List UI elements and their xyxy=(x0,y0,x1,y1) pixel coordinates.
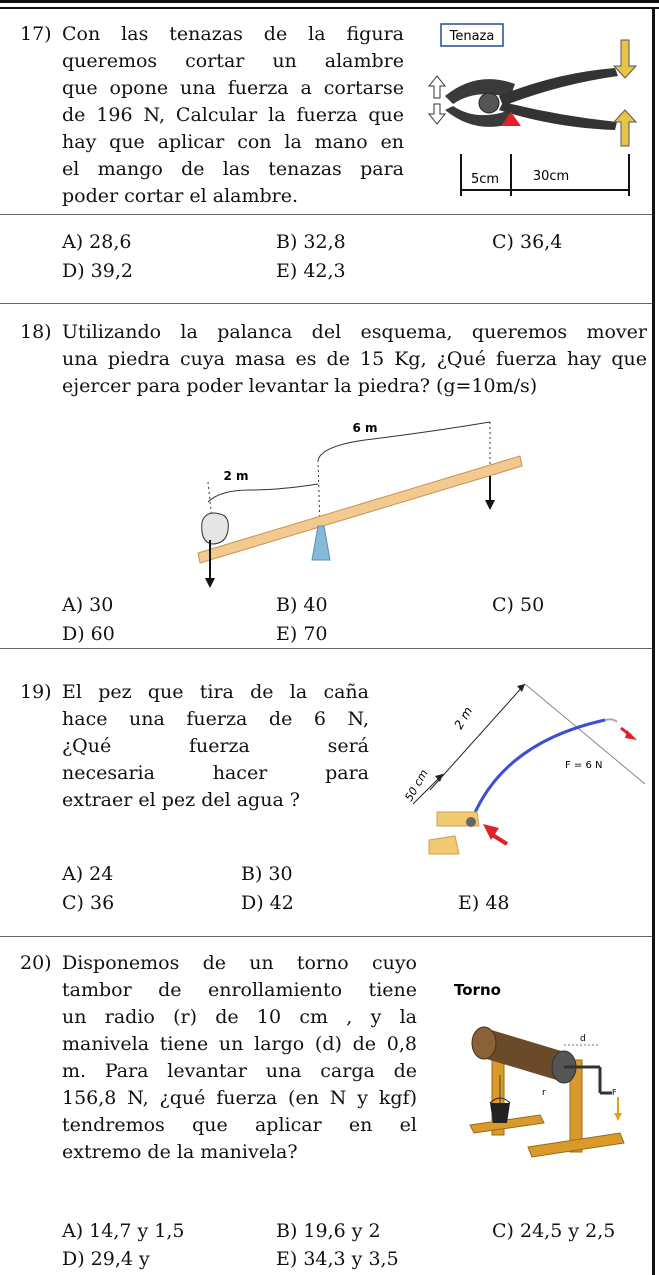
question-18-text xyxy=(62,319,647,400)
q17-option-c[interactable]: C) 36,4 xyxy=(492,231,563,253)
q17-option-b[interactable]: B) 32,8 xyxy=(276,231,346,253)
q18-line: ejercer para poder levantar la piedra? (g=10m/s) xyxy=(62,375,538,397)
question-17-number: 17) xyxy=(20,23,52,45)
q19-line: necesaria hacer para xyxy=(62,762,369,784)
divider-18 xyxy=(0,648,652,649)
q19-line: extraer el pez del agua ? xyxy=(62,789,300,811)
crank-force-arrow-icon xyxy=(614,1113,622,1121)
question-18-number: 18) xyxy=(20,321,52,343)
q20-line: manivela tiene un largo (d) de 0,8 xyxy=(62,1033,417,1055)
q19-option-b[interactable]: B) 30 xyxy=(241,863,293,885)
winch-label-f: F xyxy=(612,1088,617,1097)
weight-arrow-icon xyxy=(205,578,215,588)
q18-option-c[interactable]: C) 50 xyxy=(492,594,545,616)
pliers-handle-top xyxy=(499,68,618,106)
q20-line: extremo de la manivela? xyxy=(62,1141,298,1163)
q20-option-b[interactable]: B) 19,6 y 2 xyxy=(276,1220,381,1242)
q18-option-d[interactable]: D) 60 xyxy=(62,623,115,645)
pliers-pivot xyxy=(479,93,499,113)
pliers-label-short: 5cm xyxy=(470,172,500,187)
top-border xyxy=(0,0,659,3)
force-arrow-down-icon xyxy=(614,40,636,78)
q19-option-e[interactable]: E) 48 xyxy=(458,892,510,914)
top-border-inner xyxy=(0,7,659,9)
q19-line: ¿Qué fuerza será xyxy=(62,735,369,757)
rod-label-long: 2 m xyxy=(451,704,476,732)
q17-option-e[interactable]: E) 42,3 xyxy=(276,260,346,282)
q17-line: Con las tenazas de la figura xyxy=(62,23,404,45)
lever-label-short: 2 m xyxy=(223,469,249,483)
force-arrow-icon xyxy=(485,500,495,510)
pliers-title: Tenaza xyxy=(449,29,495,44)
divider-17-end xyxy=(0,303,652,304)
fishing-rod-figure xyxy=(395,672,650,862)
force-arrow-up-icon xyxy=(614,110,636,146)
dim-brace-long xyxy=(318,422,490,460)
divider-19 xyxy=(0,936,652,937)
winch-title: Torno xyxy=(454,981,501,999)
winch-label-d: d xyxy=(580,1034,586,1044)
q20-line: un radio (r) de 10 cm , y la xyxy=(62,1006,417,1028)
q17-line: hay que aplicar con la mano en xyxy=(62,131,404,153)
divider-17 xyxy=(0,214,652,215)
q20-option-c[interactable]: C) 24,5 y 2,5 xyxy=(492,1220,616,1242)
q20-option-e[interactable]: E) 34,3 y 3,5 xyxy=(276,1248,399,1270)
dim-brace-short xyxy=(208,484,318,502)
reel xyxy=(466,817,476,827)
q17-line: de 196 N, Calcular la fuerza que xyxy=(62,104,404,126)
q20-line: 156,8 N, ¿qué fuerza (en N y kgf) xyxy=(62,1087,417,1109)
question-20-text xyxy=(62,950,417,1166)
q20-line: tendremos que aplicar en el xyxy=(62,1114,417,1136)
dim-arrow-icon xyxy=(517,684,525,692)
hollow-arrow-down-icon xyxy=(429,104,445,124)
question-17-text xyxy=(62,21,404,210)
lever-label-long: 6 m xyxy=(352,421,378,435)
question-19-text xyxy=(62,679,369,814)
q17-option-d[interactable]: D) 39,2 xyxy=(62,260,133,282)
q20-line: m. Para levantar una carga de xyxy=(62,1060,417,1082)
winch-drum-end xyxy=(472,1027,496,1059)
pliers-figure xyxy=(415,18,645,203)
q17-line: queremos cortar un alambre xyxy=(62,50,404,72)
rod-tip xyxy=(605,719,617,722)
q18-line: Utilizando la palanca del esquema, queremos mover xyxy=(62,321,647,343)
bucket xyxy=(490,1103,510,1123)
q20-option-d[interactable]: D) 29,4 y xyxy=(62,1248,150,1270)
winch-figure xyxy=(430,975,645,1175)
dim-line-long xyxy=(430,684,525,790)
q19-line: hace una fuerza de 6 N, xyxy=(62,708,369,730)
q17-option-a[interactable]: A) 28,6 xyxy=(62,231,132,253)
q20-line: Disponemos de un torno cuyo xyxy=(62,952,417,974)
right-border xyxy=(652,7,655,1275)
pliers-label-long: 30cm xyxy=(532,169,570,184)
hollow-arrow-up-icon xyxy=(429,76,445,98)
question-19-number: 19) xyxy=(20,681,52,703)
q20-option-a[interactable]: A) 14,7 y 1,5 xyxy=(62,1220,185,1242)
q19-line: El pez que tira de la caña xyxy=(62,681,369,703)
q18-line: una piedra cuya masa es de 15 Kg, ¿Qué fuerza hay que xyxy=(62,348,647,370)
rod-label-short: 50 cm xyxy=(402,767,431,804)
winch-label-r: r xyxy=(542,1088,546,1098)
q18-option-e[interactable]: E) 70 xyxy=(276,623,328,645)
q17-line: poder cortar el alambre. xyxy=(62,185,299,207)
rod-label-force: F = 6 N xyxy=(565,760,603,771)
fulcrum-icon xyxy=(312,526,330,560)
q18-option-a[interactable]: A) 30 xyxy=(62,594,114,616)
hand-bottom xyxy=(429,836,459,854)
question-20-number: 20) xyxy=(20,952,52,974)
q19-option-c[interactable]: C) 36 xyxy=(62,892,115,914)
lever-figure xyxy=(190,410,530,590)
fish-force-arrow-icon xyxy=(625,730,637,740)
stone xyxy=(202,513,229,544)
q17-line: que opone una fuerza a cortarse xyxy=(62,77,404,99)
q20-line: tambor de enrollamiento tiene xyxy=(62,979,417,1001)
q17-line: el mango de las tenazas para xyxy=(62,158,404,180)
q19-option-d[interactable]: D) 42 xyxy=(241,892,294,914)
q19-option-a[interactable]: A) 24 xyxy=(62,863,114,885)
q18-option-b[interactable]: B) 40 xyxy=(276,594,328,616)
